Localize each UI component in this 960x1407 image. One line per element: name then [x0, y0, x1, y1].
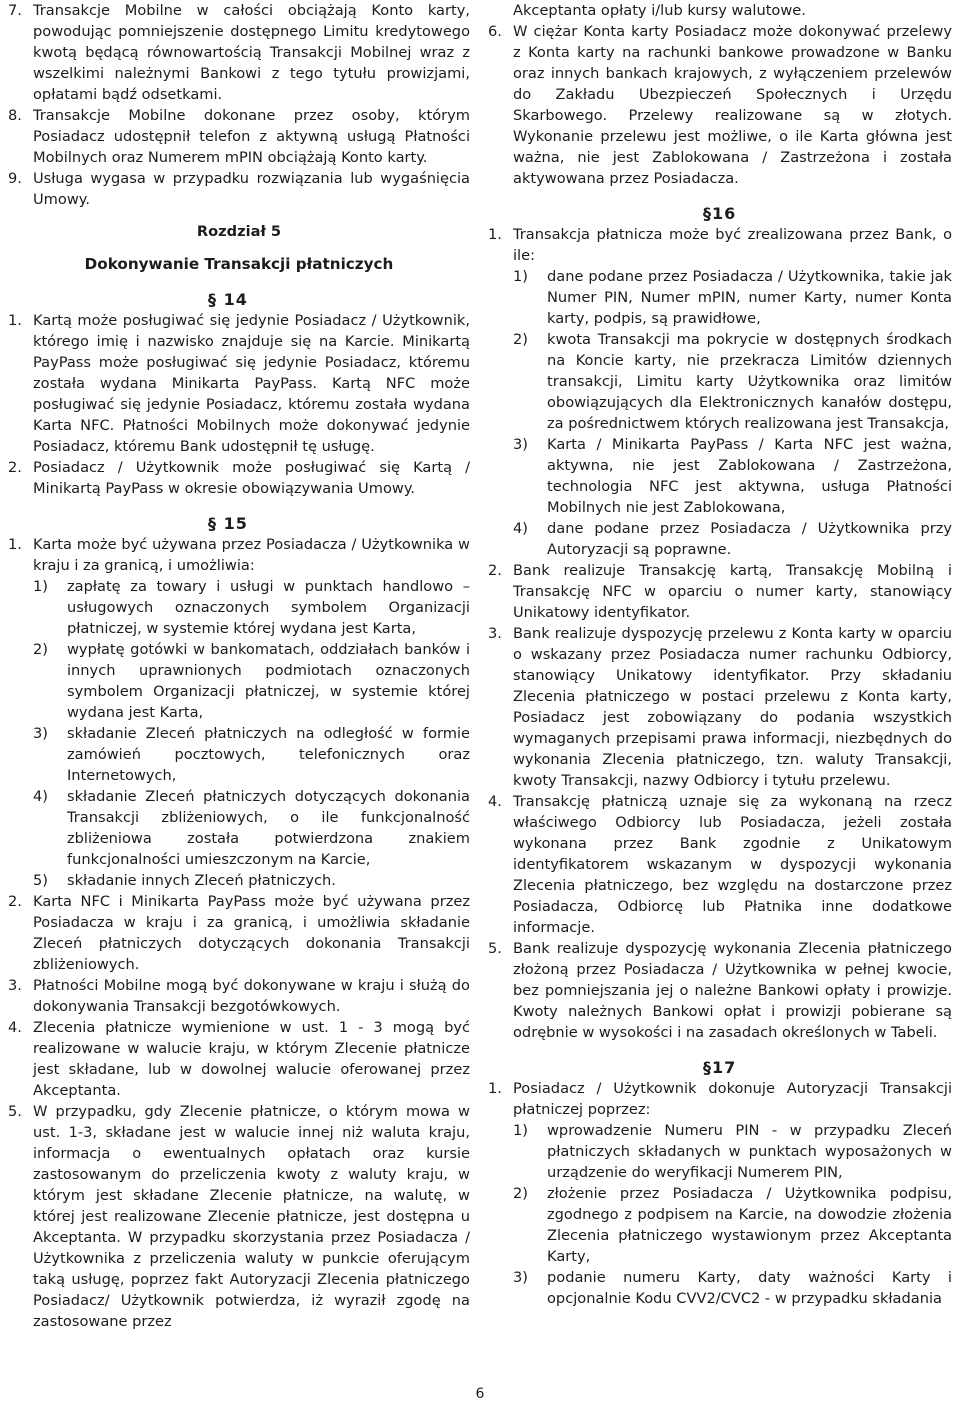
list-item: 9. Usługa wygasa w przypadku rozwiązania lub wygaśnięcia Umowy. — [8, 170, 470, 208]
sub-item: 1) wprowadzenie Numeru PIN - w przypadku Zleceń płatniczych składanych w punktach wyposażonych w urządzenie do weryfikacji Numerem PIN, — [513, 1122, 952, 1181]
list-item: 3. Płatności Mobilne mogą być dokonywane w kraju i służą do dokonywania Transakcji bezgotówkowych. — [8, 977, 470, 1015]
list-item: 3. Bank realizuje dyspozycję przelewu z Konta karty w oparciu o wskazany przez Posiadacza numer rachunku Odbiorcy, stanowiący Unikatowy identyfikator. Przy składaniu Zlecenia płatniczego w postaci przelewu z Konta karty, Posiadacz jest zobowiązany do podania wszystkich wymaganych przepisami prawa informacji, niezbędnych do wykonania Zlecenia płatniczego, tzn. waluty Transakcji, kwoty Transakcji, nazwy Odbiorcy i tytułu przelewu. — [488, 625, 952, 789]
sub-item: 1) zapłatę za towary i usługi w punktach handlowo – usługowych oznaczonych symbolem Organizacji płatniczej, w systemie której wydana jest Karta, — [33, 578, 470, 637]
list-item: 1. Posiadacz / Użytkownik dokonuje Autoryzacji Transakcji płatniczej poprzez: 1) wprowadzenie Numeru PIN - w przypadku Zleceń płatniczych składanych w punktach wyposażonych w urządzenie do weryfikacji Numerem PIN, 2) złożenie przez Posiadacza / Użytkownika podpisu, zgodnego z podpisem na Karcie, na dowodzie złożenia Zlecenia płatniczego wystawionym przez Akceptanta Karty, 3) podanie numeru Karty, daty ważności Karty i opcjonalnie Kodu CVV2/CVC2 - w przypadku składania — [488, 1080, 952, 1307]
chapter-title: Dokonywanie Transakcji płatniczych — [84, 255, 394, 273]
section-heading: §17 — [703, 1058, 737, 1077]
section-heading: § 15 — [208, 514, 248, 533]
sub-item: 3) składanie Zleceń płatniczych na odległość w formie zamówień pocztowych, telefonicznych oraz Internetowych, — [33, 725, 470, 784]
sub-item: 2) kwota Transakcji ma pokrycie w dostępnych środkach na Koncie karty, nie przekracza Limitów dziennych transakcji, Limitu karty Użytkownika oraz limitów obowiązujących dla Elektronicznych kanałów dostępu, za pośrednictwem których realizowana jest Transakcja, — [513, 331, 952, 432]
list-item: 5. Bank realizuje dyspozycję wykonania Zlecenia płatniczego złożoną przez Posiadacza / Użytkownika w pełnej kwocie, bez pomniejszania jej o należne Bankowi opłaty i prowizje. Kwoty należnych Bankowi opłat i prowizji pobierane są odrębnie w wysokości i na zasadach określonych w Tabeli. — [488, 940, 952, 1041]
sub-item: 3) Karta / Minikarta PayPass / Karta NFC jest ważna, aktywna, nie jest Zablokowana / Zastrzeżona, technologia NFC jest aktywna, usługa Płatności Mobilnych nie jest Zablokowana, — [513, 436, 952, 516]
list-item: 1. Transakcja płatnicza może być zrealizowana przez Bank, o ile: 1) dane podane przez Posiadacza / Użytkownika, takie jak Numer PIN, Numer mPIN, numer Karty, numer Konta karty, podpis, są prawidłowe, 2) kwota Transakcji ma pokrycie w dostępnych środkach na Koncie karty, nie przekracza Limitów dziennych transakcji, Limitu karty Użytkownika oraz limitów obowiązujących dla Elektronicznych kanałów dostępu, za pośrednictwem których realizowana jest Transakcja, 3) Karta / Minikarta PayPass / Karta NFC jest ważna, aktywna, nie jest Zablokowana / Zastrzeżona, technologia NFC jest aktywna, usługa Płatności Mobilnych nie jest Zablokowana, 4) dane podane przez Posiadacza / Użytkownika przy Autoryzacji są poprawne. — [488, 226, 952, 558]
list-item: 8. Transakcje Mobilne dokonane przez osoby, którym Posiadacz udostępnił telefon z aktywną usługą Płatności Mobilnych oraz Numerem mPIN obciążają Konto karty. — [8, 107, 470, 166]
list-item: 6. W ciężar Konta karty Posiadacz może dokonywać przelewy z Konta karty na rachunki bankowe prowadzone w Banku oraz innych bankach krajowych, z wyłączeniem przelewów do Zakładu Ubezpieczeń Społecznych i Urzędu Skarbowego. Przelewy realizowane są w złotych. Wykonanie przelewu jest możliwe, o ile Karta główna jest ważna, nie jest Zablokowana / Zastrzeżona i została aktywowana przez Posiadacza. — [488, 23, 952, 187]
list-item: 2. Karta NFC i Minikarta PayPass może być używana przez Posiadacza w kraju i za granicą, i umożliwia składanie Zleceń płatniczych dotyczących dokonania Transakcji zbliżeniowych. — [8, 893, 470, 973]
list-item: 7. Transakcje Mobilne w całości obciążają Konto karty, powodując pomniejszenie dostępnego Limitu kredytowego kwotą będącą równowartością Transakcji Mobilnej wraz z wszelkimi należnymi Bankowi z tego tytułu prowizjami, opłatami bądź odsetkami. — [8, 2, 470, 103]
sub-item: 4) składanie Zleceń płatniczych dotyczących dokonania Transakcji zbliżeniowych, o ile funkcjonalność zbliżeniowa została potwierdzona znakiem funkcjonalności umieszczonym na Karcie, — [33, 788, 470, 868]
list-item: 5. W przypadku, gdy Zlecenie płatnicze, o którym mowa w ust. 1-3, składane jest w walucie innej niż waluta kraju, informacja o ewentualnych opłatach oraz kursie zastosowanym do przeliczenia kwoty z waluty kraju, w którym jest składane Zlecenie płatnicze, na walutę, w której jest realizowane Zlecenie płatnicze, jest dostępna u Akceptanta. W przypadku skorzystania przez Posiadacza / Użytkownika z przeliczenia waluty w punkcie oferującym taką usługę, poprzez fakt Autoryzacji Zlecenia płatniczego Posiadacz/ Użytkownik potwierdza, iż wyraził zgodę na zastosowane przez — [8, 1103, 470, 1330]
chapter-heading: Rozdział 5 — [196, 223, 282, 240]
list-item: 2. Bank realizuje Transakcję kartą, Transakcję Mobilną i Transakcję NFC w oparciu o numer karty, stanowiący Unikatowy identyfikator. — [488, 562, 952, 621]
list-item: 4. Zlecenia płatnicze wymienione w ust. 1 - 3 mogą być realizowane w walucie kraju, w którym Zlecenie płatnicze jest składane, lub w dowolnej walucie oferowanej przez Akceptanta. — [8, 1019, 470, 1099]
sub-item: 2) wypłatę gotówki w bankomatach, oddziałach banków i innych uprawnionych podmiotach oznaczonych symbolem Organizacji płatniczej, w systemie której wydana jest Karta, — [33, 641, 470, 721]
section-heading: § 14 — [208, 290, 248, 309]
continuation-text: Akceptanta opłaty i/lub kursy walutowe. — [513, 2, 806, 19]
page-number: 6 — [475, 1386, 485, 1402]
sub-item: 1) dane podane przez Posiadacza / Użytkownika, takie jak Numer PIN, Numer mPIN, numer Karty, numer Konta karty, podpis, są prawidłowe, — [513, 268, 952, 327]
list-item: 1. Kartą może posługiwać się jedynie Posiadacz / Użytkownik, którego imię i nazwisko znajduje się na Karcie. Minikartą PayPass może posługiwać się jedynie Posiadacz, któremu została wydana Minikarta PayPass. Kartą NFC może posługiwać się jedynie Posiadacz, któremu została wydana Karta NFC. Płatności Mobilnych może dokonywać jedynie Posiadacz, któremu Bank udostępnił tę usługę. — [8, 312, 470, 455]
list-item: 1. Karta może być używana przez Posiadacza / Użytkownika w kraju i za granicą, i umożliwia: 1) zapłatę za towary i usługi w punktach handlowo – usługowych oznaczonych symbolem Organizacji płatniczej, w systemie której wydana jest Karta, 2) wypłatę gotówki w bankomatach, oddziałach banków i innych uprawnionych podmiotach oznaczonych symbolem Organizacji płatniczej, w systemie której wydana jest Karta, 3) składanie Zleceń płatniczych na odległość w formie zamówień pocztowych, telefonicznych oraz Internetowych, 4) składanie Zleceń płatniczych dotyczących dokonania Transakcji zbliżeniowych, o ile funkcjonalność zbliżeniowa została potwierdzona znakiem funkcjonalności umieszczonym na Karcie, 5) składanie innych Zleceń płatniczych. — [8, 536, 470, 889]
sub-item: 3) podanie numeru Karty, daty ważności Karty i opcjonalnie Kodu CVV2/CVC2 - w przypadku składania — [513, 1269, 952, 1307]
list-item: 2. Posiadacz / Użytkownik może posługiwać się Kartą / Minikartą PayPass w okresie obowiązywania Umowy. — [8, 459, 470, 497]
left-column — [8, 0, 470, 1332]
sub-item: 5) składanie innych Zleceń płatniczych. — [33, 872, 336, 889]
sub-item: 4) dane podane przez Posiadacza / Użytkownika przy Autoryzacji są poprawne. — [513, 520, 952, 558]
section-heading: §16 — [703, 204, 737, 223]
sub-item: 2) złożenie przez Posiadacza / Użytkownika podpisu, zgodnego z podpisem na Karcie, na dowodzie złożenia Zlecenia płatniczego wystawionym przez Akceptanta Karty, — [513, 1185, 952, 1265]
right-column — [488, 0, 952, 1309]
list-item: 4. Transakcję płatniczą uznaje się za wykonaną na rzecz właściwego Odbiorcy lub Posiadacza, jeżeli została wykonana przez Bank zgodnie z Unikatowym identyfikatorem wskazanym w dyspozycji wykonania Zlecenia płatniczego, bez względu na dostarczone przez Posiadacza, Odbiorcę lub Płatnika inne dodatkowe informacje. — [488, 793, 952, 936]
